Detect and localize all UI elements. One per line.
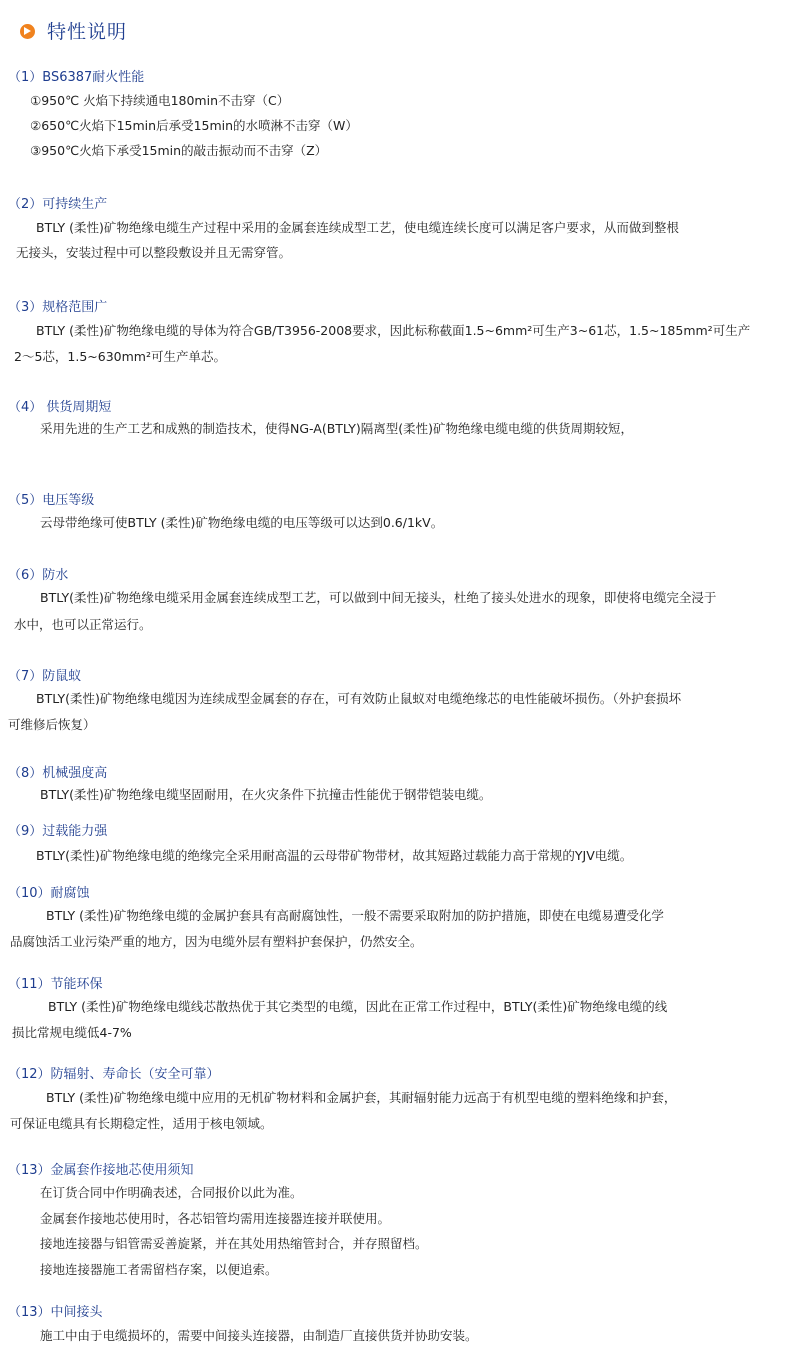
section-text-line: BTLY (柔性)矿物绝缘电缆线芯散热优于其它类型的电缆，因此在正常工作过程中，BTLY(柔性)矿物绝缘电缆的线	[48, 999, 668, 1014]
section-text-line: ①950℃ 火焰下持续通电180min不击穿（C）	[30, 93, 290, 108]
section-heading: （8）机械强度高	[8, 766, 108, 781]
section-text-line: 可维修后恢复）	[8, 717, 96, 732]
section-heading: （3）规格范围广	[8, 300, 108, 315]
section-heading: （9）过载能力强	[8, 824, 108, 839]
section-heading: （10）耐腐蚀	[8, 886, 90, 901]
section-heading: （13）金属套作接地芯使用须知	[8, 1163, 194, 1178]
section-text-line: 损比常规电缆低4-7%	[12, 1025, 132, 1040]
section-text-line: 2～5芯，1.5~630mm²可生产单芯。	[14, 349, 226, 364]
section-text-line: 施工中由于电缆损坏的，需要中间接头连接器，由制造厂直接供货并协助安装。	[40, 1328, 478, 1343]
section-heading: （13）中间接头	[8, 1305, 103, 1320]
section-text-line: 云母带绝缘可使BTLY (柔性)矿物绝缘电缆的电压等级可以达到0.6/1kV。	[40, 515, 444, 530]
section-heading: （4） 供货周期短	[8, 400, 112, 415]
section-heading: （11）节能环保	[8, 977, 103, 992]
section-text-line: BTLY(柔性)矿物绝缘电缆的绝缘完全采用耐高温的云母带矿物带材，故其短路过载能力高于常规的YJV电缆。	[36, 848, 633, 863]
section-text-line: BTLY (柔性)矿物绝缘电缆生产过程中采用的金属套连续成型工艺，使电缆连续长度可以满足客户要求，从而做到整根	[36, 220, 679, 235]
section-heading: （1）BS6387耐火性能	[8, 70, 145, 85]
section-text-line: BTLY(柔性)矿物绝缘电缆因为连续成型金属套的存在，可有效防止鼠蚁对电缆绝缘芯的电性能破坏损伤。（外护套损坏	[36, 691, 682, 706]
section-text-line: BTLY (柔性)矿物绝缘电缆的金属护套具有高耐腐蚀性，一般不需要采取附加的防护措施，即使在电缆易遭受化学	[46, 908, 664, 923]
title-row	[20, 18, 127, 42]
section-text-line: BTLY (柔性)矿物绝缘电缆中应用的无机矿物材料和金属护套，其耐辐射能力远高于有机型电缆的塑料绝缘和护套，	[46, 1090, 677, 1105]
section-text-line: ②650℃火焰下15min后承受15min的水喷淋不击穿（W）	[30, 118, 358, 133]
section-text-line: BTLY (柔性)矿物绝缘电缆的导体为符合GB/T3956-2008要求，因此标称截面1.5~6mm²可生产3~61芯，1.5~185mm²可生产	[36, 323, 751, 338]
section-text-line: 品腐蚀活工业污染严重的地方，因为电缆外层有塑料护套保护，仍然安全。	[10, 934, 423, 949]
section-text-line: 可保证电缆具有长期稳定性，适用于核电领域。	[10, 1116, 273, 1131]
section-text-line: 无接头，安装过程中可以整段敷设并且无需穿管。	[16, 245, 292, 260]
section-text-line: BTLY(柔性)矿物绝缘电缆采用金属套连续成型工艺，可以做到中间无接头，杜绝了接头处进水的现象，即使将电缆完全浸于	[40, 590, 717, 605]
section-text-line: 接地连接器施工者需留档存案，以便追索。	[40, 1262, 278, 1277]
section-text-line: BTLY(柔性)矿物绝缘电缆坚固耐用，在火灾条件下抗撞击性能优于钢带铠装电缆。	[40, 787, 492, 802]
section-heading: （5）电压等级	[8, 493, 95, 508]
section-heading: （2）可持续生产	[8, 197, 108, 212]
section-text-line: 在订货合同中作明确表述，合同报价以此为准。	[40, 1185, 303, 1200]
play-arrow-icon	[20, 24, 35, 39]
page-title: 特性说明	[47, 20, 128, 43]
section-text-line: 采用先进的生产工艺和成熟的制造技术，使得NG-A(BTLY)隔离型(柔性)矿物绝缘电缆电缆的供货周期较短，	[40, 421, 633, 436]
section-text-line: 金属套作接地芯使用时，各芯铝管均需用连接器连接并联使用。	[40, 1211, 391, 1226]
section-text-line: 水中，也可以正常运行。	[14, 617, 152, 632]
section-text-line: 接地连接器与铝管需妥善旋紧，并在其处用热缩管封合，并存照留档。	[40, 1236, 428, 1251]
section-heading: （12）防辐射、寿命长（安全可靠）	[8, 1067, 220, 1082]
section-text-line: ③950℃火焰下承受15min的敲击振动而不击穿（Z）	[30, 143, 328, 158]
section-heading: （7）防鼠蚁	[8, 669, 82, 684]
section-heading: （6）防水	[8, 568, 69, 583]
